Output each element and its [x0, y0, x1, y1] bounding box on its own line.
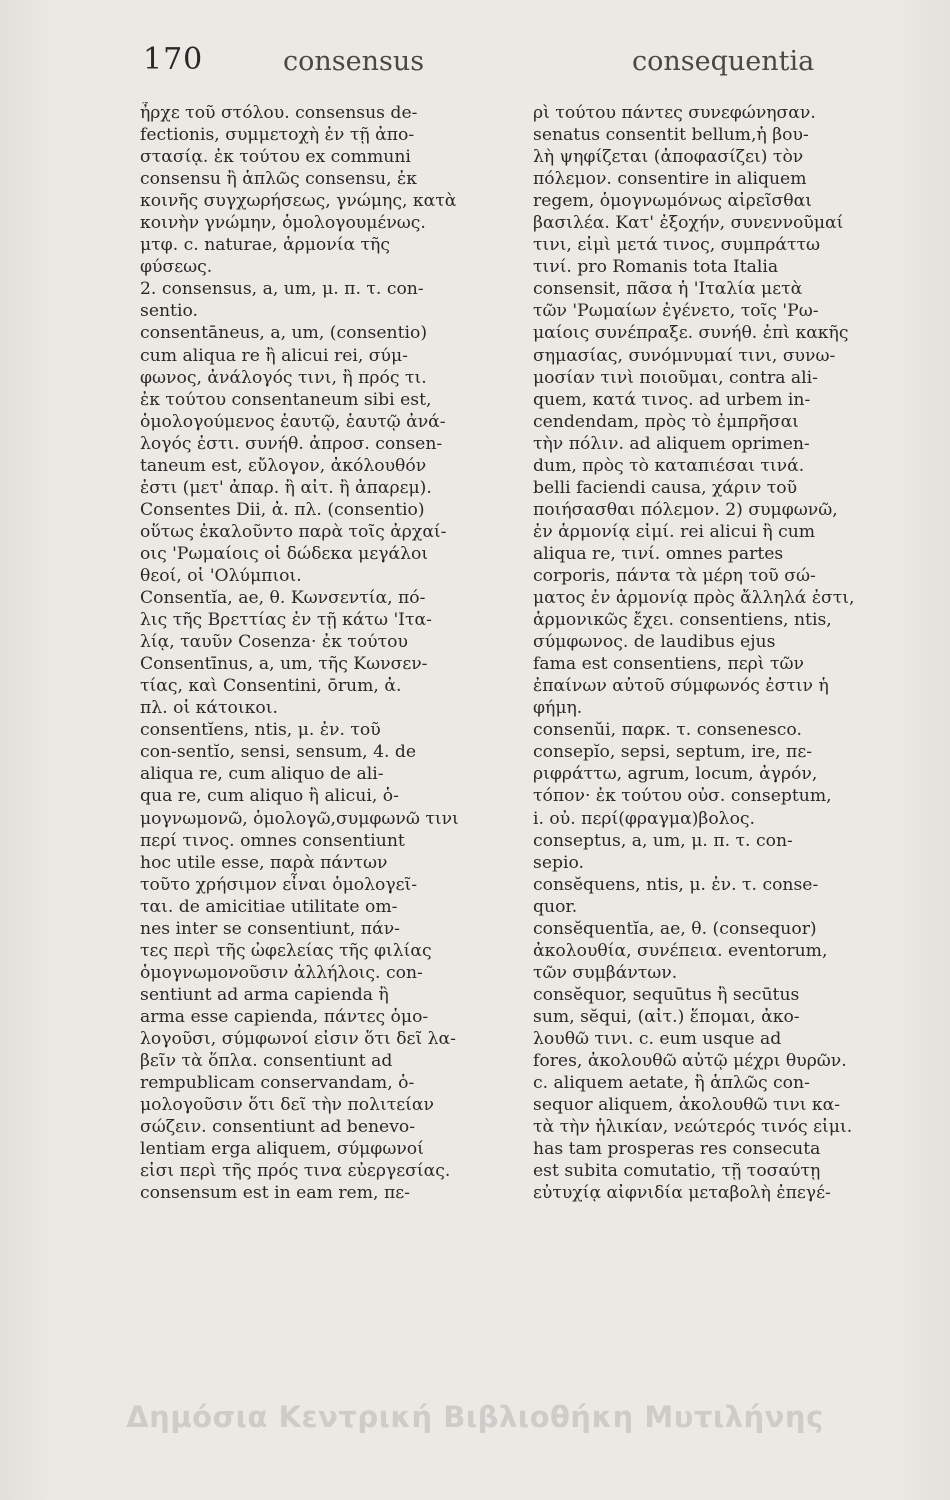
text-line: λίᾳ, ταυῦν Cosenza· ἐκ τούτου	[140, 632, 408, 653]
text-line: τοῦτο χρήσιμον εἶναι ὁμολογεῖ-	[140, 874, 418, 895]
text-line: ἦρχε τοῦ στόλου. consensus de-	[140, 103, 418, 123]
text-line: οὕτως ἐκαλοῦντο παρὰ τοῖς ἀρχαί-	[140, 521, 447, 542]
text-line: lentiam erga aliquem, σύμφωνοί	[140, 1139, 424, 1160]
text-line: consensit, πᾶσα ἡ 'Ιταλία μετὰ	[533, 279, 803, 300]
text-line: consensum est in eam rem, πε-	[140, 1183, 410, 1204]
text-line: quem, κατά τινος. ad urbem in-	[533, 389, 811, 410]
text-line: consĕquentĭa, ae, θ. (consequor)	[533, 918, 817, 939]
text-line: sequor aliquem, ἀκολουθῶ τινι κα-	[533, 1095, 841, 1116]
text-line: μογνωμονῶ, ὁμολογῶ,συμφωνῶ τινι	[140, 808, 459, 829]
text-line: μαίοις συνέπραξε. συνήθ. ἐπὶ κακῆς	[533, 323, 849, 344]
text-line: Consentīnus, a, um, τῆς Κωνσεν-	[140, 654, 428, 675]
text-line: ποιήσασθαι πόλεμον. 2) συμφωνῶ,	[533, 499, 838, 520]
text-line: σύμφωνος. de laudibus ejus	[533, 632, 776, 653]
text-line: περί τινος. omnes consentiunt	[140, 830, 405, 851]
text-line: consenŭi, παρκ. τ. consenesco.	[533, 720, 802, 741]
text-line: εὐτυχίᾳ αἰφνιδία μεταβολὴ ἐπεγέ-	[533, 1183, 831, 1204]
text-line: Consentes Dii, ἀ. πλ. (consentio)	[140, 499, 425, 520]
left-running-headword: consensus	[283, 46, 425, 77]
text-line: λὴ ψηφίζεται (ἀποφασίζει) τὸν	[533, 147, 804, 168]
text-line: στασίᾳ. ἐκ τούτου ex communi	[140, 147, 411, 168]
text-line: aliqua re, τινί. omnes partes	[533, 543, 784, 564]
text-line: μολογοῦσιν ὅτι δεῖ τὴν πολιτείαν	[140, 1095, 434, 1116]
text-line: arma esse capienda, πάντες ὁμο-	[140, 1006, 429, 1027]
text-line: fores, ἀκολουθῶ αὐτῷ μέχρι θυρῶν.	[533, 1051, 847, 1072]
text-line: qua re, cum aliquo ἢ alicui, ὁ-	[140, 786, 399, 807]
text-line: θεοί, οἱ 'Ολύμπιοι.	[140, 565, 302, 586]
text-line: οις 'Ρωμαίοις οἱ δώδεκα μεγάλοι	[140, 543, 429, 564]
text-line: i. οὐ. περί(φραγμα)βολος.	[533, 808, 756, 829]
text-line: βεῖν τὰ ὅπλα. consentiunt ad	[140, 1051, 393, 1072]
text-line: est subita comutatio, τῇ τοσαύτῃ	[533, 1161, 821, 1182]
right-running-headword: consequentia	[632, 46, 815, 77]
text-line: ὁμογνωμονοῦσιν ἀλλήλοις. con-	[140, 962, 423, 983]
text-line: dum, πρὸς τὸ καταπιέσαι τινά.	[533, 455, 805, 476]
text-line: κοινῆς συγχωρήσεως, γνώμης, κατὰ	[140, 191, 457, 212]
text-line: μοσίαν τινὶ ποιοῦμαι, contra ali-	[533, 367, 818, 388]
text-line: 2. consensus, a, um, μ. π. τ. con-	[140, 279, 424, 300]
text-line: conseptus, a, um, μ. π. τ. con-	[533, 830, 793, 851]
text-line: τόπον· ἐκ τούτου οὐσ. conseptum,	[533, 786, 832, 807]
text-line: consĕquor, sequūtus ἢ secūtus	[533, 984, 800, 1005]
text-line: τῶν 'Ρωμαίων ἐγένετο, τοῖς 'Ρω-	[533, 301, 819, 322]
text-line: σώζειν. consentiunt ad benevo-	[140, 1117, 416, 1138]
text-line: taneum est, εὔλογον, ἀκόλουθόν	[140, 455, 427, 476]
text-line: corporis, πάντα τὰ μέρη τοῦ σώ-	[533, 565, 816, 586]
text-line: τὰ τὴν ἡλικίαν, νεώτερός τινός εἰμι.	[533, 1117, 853, 1138]
text-line: ὁμολογούμενος ἑαυτῷ, ἑαυτῷ ἀνά-	[140, 411, 446, 432]
text-line: ἐκ τούτου consentaneum sibi est,	[140, 389, 432, 410]
text-line: πλ. οἱ κάτοικοι.	[140, 698, 278, 719]
text-line: μτφ. c. naturae, ἁρμονία τῆς	[140, 235, 390, 256]
text-line: belli faciendi causa, χάριν τοῦ	[533, 477, 798, 498]
text-line: τῶν συμβάντων.	[533, 962, 678, 983]
text-line: sepio.	[533, 852, 584, 873]
text-line: senatus consentit bellum,ἡ βου-	[533, 125, 809, 146]
right-column	[533, 102, 918, 1204]
text-line: εἰσι περὶ τῆς πρός τινα εὐεργεσίας.	[140, 1161, 451, 1182]
text-line: sentiunt ad arma capienda ἢ	[140, 984, 389, 1005]
library-watermark: Δημόσια Κεντρική Βιβλιοθήκη Μυτιλήνης	[126, 1400, 824, 1434]
text-line: has tam prosperas res consecuta	[533, 1139, 821, 1160]
text-line: ἐν ἁρμονίᾳ εἰμί. rei alicui ἢ cum	[533, 521, 816, 542]
text-line: ματος ἐν ἁρμονίᾳ πρὸς ἄλληλά ἐστι,	[533, 588, 855, 609]
text-line: τες περὶ τῆς ὠφελείας τῆς φιλίας	[140, 940, 432, 961]
left-column	[140, 102, 520, 1204]
text-line: rempublicam conservandam, ὁ-	[140, 1073, 415, 1094]
text-line: consentĭens, ntis, μ. ἐν. τοῦ	[140, 720, 381, 741]
text-line: ἐπαίνων αὐτοῦ σύμφωνός ἐστιν ἡ	[533, 676, 829, 697]
text-line: ται. de amicitiae utilitate om-	[140, 896, 398, 917]
text-line: τινί. pro Romanis tota Italia	[533, 257, 779, 278]
text-line: hoc utile esse, παρὰ πάντων	[140, 852, 388, 873]
text-line: σημασίας, συνόμνυμαί τινι, συνω-	[533, 345, 836, 366]
text-line: τινι, εἰμὶ μετά τινος, συμπράττω	[533, 235, 821, 256]
text-line: consĕquens, ntis, μ. ἐν. τ. conse-	[533, 874, 819, 895]
text-line: φύσεως.	[140, 257, 213, 278]
text-line: con-sentĭo, sensi, sensum, 4. de	[140, 742, 417, 763]
text-line: Consentĭa, ae, θ. Κωνσεντία, πό-	[140, 588, 426, 609]
text-line: λογοῦσι, σύμφωνοί εἰσιν ὅτι δεῖ λα-	[140, 1028, 456, 1049]
text-line: φήμη.	[533, 698, 583, 719]
text-line: cum aliqua re ἢ alicui rei, σύμ-	[140, 345, 408, 366]
text-line: κοινὴν γνώμην, ὁμολογουμένως.	[140, 213, 426, 234]
text-line: consensu ἢ ἁπλῶς consensu, ἐκ	[140, 169, 418, 190]
text-line: φωνος, ἀνάλογός τινι, ἢ πρός τι.	[140, 367, 427, 388]
text-line: fectionis, συμμετοχὴ ἐν τῇ ἀπο-	[140, 125, 415, 146]
text-line: τὴν πόλιν. ad aliquem oprimen-	[533, 433, 810, 454]
text-line: λις τῆς Βρεττίας ἐν τῇ κάτω 'Ιτα-	[140, 610, 432, 631]
text-line: ρὶ τούτου πάντες συνεφώνησαν.	[533, 103, 816, 123]
text-line: λογός ἐστι. συνήθ. ἀπροσ. consen-	[140, 433, 443, 454]
text-line: ἀκολουθία, συνέπεια. eventorum,	[533, 940, 828, 961]
text-line: fama est consentiens, περὶ τῶν	[533, 654, 804, 675]
text-line: sum, sĕqui, (αἰτ.) ἕπομαι, ἀκο-	[533, 1006, 800, 1027]
text-line: ριφράττω, agrum, locum, ἀγρόν,	[533, 764, 818, 785]
page-number: 170	[143, 42, 204, 77]
text-line: ἁρμονικῶς ἔχει. consentiens, ntis,	[533, 610, 832, 631]
text-line: λουθῶ τινι. c. eum usque ad	[533, 1028, 782, 1049]
text-line: sentio.	[140, 301, 198, 322]
text-line: cendendam, πρὸς τὸ ἐμπρῆσαι	[533, 411, 799, 432]
text-line: nes inter se consentiunt, πάν-	[140, 918, 400, 939]
text-line: βασιλέα. Κατ' ἐξοχήν, συνεννοῦμαί	[533, 213, 844, 234]
text-line: quor.	[533, 896, 578, 917]
text-line: regem, ὁμογνωμόνως αἱρεῖσθαι	[533, 191, 812, 212]
text-line: consentāneus, a, um, (consentio)	[140, 323, 428, 344]
text-line: consepĭo, sepsi, septum, ire, πε-	[533, 742, 813, 763]
text-line: τίας, καὶ Consentini, ōrum, ἀ.	[140, 676, 402, 697]
text-line: aliqua re, cum aliquo de ali-	[140, 764, 384, 785]
text-line: c. aliquem aetate, ἢ ἁπλῶς con-	[533, 1073, 810, 1094]
text-line: πόλεμον. consentire in aliquem	[533, 169, 807, 190]
text-line: ἐστι (μετ' ἀπαρ. ἢ αἰτ. ἢ ἀπαρεμ).	[140, 477, 432, 498]
page-header	[0, 42, 950, 94]
